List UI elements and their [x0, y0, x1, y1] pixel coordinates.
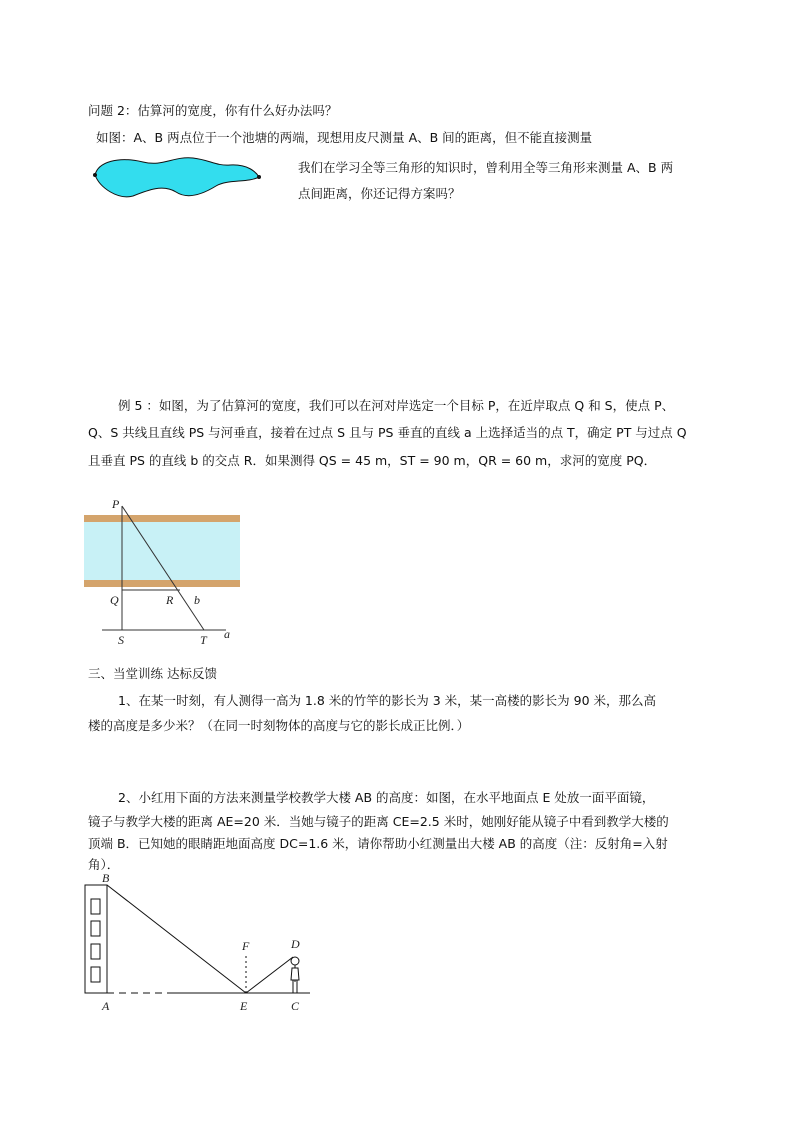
- label-f: F: [242, 939, 250, 953]
- girl-head: [291, 957, 299, 965]
- section-3-title: 三、当堂训练 达标反馈: [88, 666, 217, 681]
- ray-be: [107, 885, 246, 993]
- example-5-line-2: Q、S 共线且直线 PS 与河垂直，接着在过点 S 且与 PS 垂直的直线 a 上选择适当的点 T，确定 PT 与过点 Q: [88, 425, 687, 440]
- label-b: b: [194, 593, 200, 607]
- label-a: A: [102, 999, 110, 1013]
- river-water: [84, 520, 240, 582]
- pond-figure: [88, 150, 268, 200]
- problem-2-title: 问题 2：估算河的宽度，你有什么好办法吗？: [88, 103, 338, 118]
- label-d: D: [291, 937, 300, 951]
- example-5-line-1: 例 5 ：如图，为了估算河的宽度，我们可以在河对岸选定一个目标 P，在近岸取点 Q 和 S，使点 P、: [118, 398, 675, 413]
- label-a: a: [224, 627, 230, 641]
- label-c: C: [291, 999, 300, 1013]
- label-s: S: [118, 633, 124, 647]
- label-p: P: [112, 498, 120, 511]
- exercise-1-line-1: 1、在某一时刻，有人测得一高为 1.8 米的竹竿的影长为 3 米，某一高楼的影长为 90 米，那么高: [118, 693, 657, 708]
- label-q: Q: [110, 593, 119, 607]
- exercise-1-line-2: 楼的高度是多少米？（在同一时刻物体的高度与它的影长成正比例．）: [88, 718, 470, 733]
- building-window: [91, 967, 100, 982]
- exercise-2-line-1: 2、小红用下面的方法来测量学校教学大楼 AB 的高度：如图，在水平地面点 E 处放一面平面镜，: [118, 790, 655, 805]
- point-a-dot: [93, 173, 97, 177]
- label-b: B: [102, 871, 110, 885]
- building-window: [91, 921, 100, 936]
- girl-dress: [291, 968, 299, 980]
- far-bank: [84, 515, 240, 522]
- river-figure: [80, 498, 240, 648]
- building-window: [91, 944, 100, 959]
- building-window: [91, 899, 100, 914]
- exercise-2-line-2: 镜子与教学大楼的距离 AE=20 米．当她与镜子的距离 CE=2.5 米时，她刚好能从镜子中看到教学大楼的: [88, 814, 669, 829]
- problem-2-recall-line-1: 我们在学习全等三角形的知识时，曾利用全等三角形来测量 A、B 两: [298, 160, 674, 175]
- label-e: E: [240, 999, 248, 1013]
- ray-ed: [246, 957, 293, 993]
- exercise-2-line-4: 角）．: [88, 857, 120, 872]
- near-bank: [84, 580, 240, 587]
- building-mirror-figure: [80, 870, 320, 1015]
- label-r: R: [166, 593, 174, 607]
- problem-2-recall-line-2: 点间距离，你还记得方案吗？: [298, 186, 461, 201]
- point-b-dot: [257, 175, 261, 179]
- example-5-line-3: 且垂直 PS 的直线 b 的交点 R．如果测得 QS = 45 m，ST = 90 m，QR = 60 m，求河的宽度 PQ．: [88, 453, 657, 468]
- problem-2-intro: 如图：A、B 两点位于一个池塘的两端，现想用皮尺测量 A、B 间的距离，但不能直接测量: [96, 130, 593, 145]
- exercise-2-line-3: 顶端 B．已知她的眼睛距地面高度 DC=1.6 米，请你帮助小红测量出大楼 AB 的高度（注：反射角=入射: [88, 836, 668, 851]
- label-t: T: [200, 633, 207, 647]
- pond-shape: [95, 158, 259, 197]
